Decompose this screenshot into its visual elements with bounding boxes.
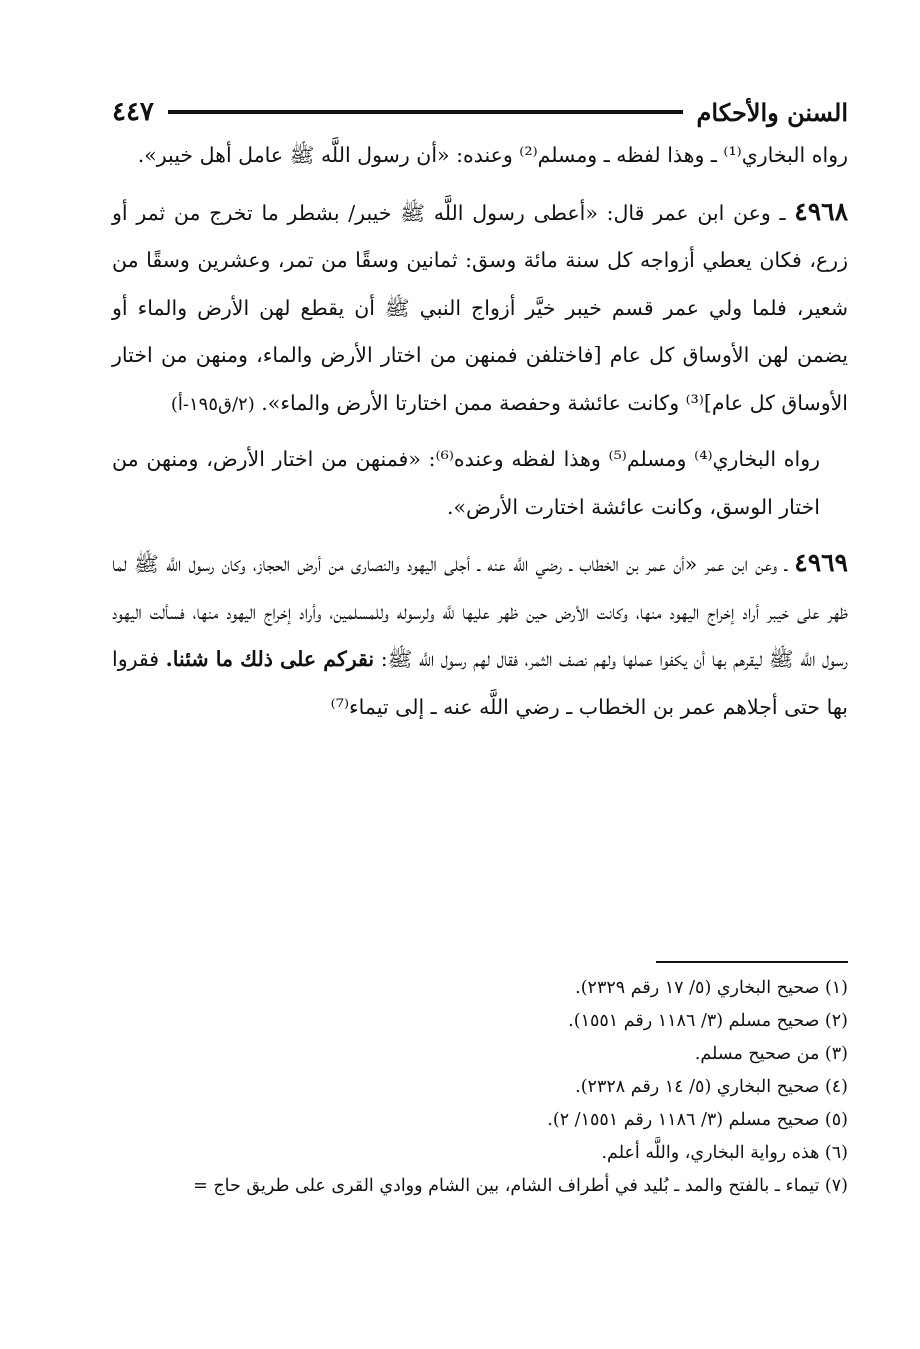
hadith-text: ـ وعن ابن عمر «أن عمر بن الخطاب ـ رضي اللَّه عنه ـ أجلى اليهود والنصارى من أرض الحجاز، وكان رسول اللَّه ﷺ لما ظهر على خيبر أراد إخراج اليهود منها، وكانت الأرض حين ظهر عليها للَّه ولرسوله وللمسلمين، وأراد إخراج اليهود منها، فسألت اليهود رسول اللَّه ﷺ ليقرهم بها أن يكفوا عملها ولهم نصف الثمر، فقال لهم رسول اللَّه ﷺ: [112, 552, 848, 671]
hadith-number: ٤٩٦٩ [794, 548, 848, 577]
hadith-number: ٤٩٦٨ [794, 196, 848, 226]
hadith-text: ـ وعن ابن عمر قال: «أعطى رسول اللَّه ﷺ خيبر/ بشطر ما تخرج من ثمر أو زرع، فكان يعطي أزواجه كل سنة مائة وسق: ثمانين وسقًا من تمر، وعشرين وسقًا من شعير، فلما ولي عمر قسم خيبر خيَّر أزواج النبي ﷺ أن يقطع لهن الأرض والماء أو يضمن لهن الأوساق كل عام [فاختلفن فمنهن من اختار الأرض والماء، ومنهن من اختار الأوساق كل عام]⁽³⁾ وكانت عائشة وحفصة ممن اختارتا الأرض والماء». [112, 200, 848, 415]
manuscript-margin-note: (٢/ق١٩٥-أ) [170, 393, 255, 415]
hadith-bold-text: نقركم على ذلك ما شئنا. [165, 647, 375, 671]
footnote-6: (٦) هذه رواية البخاري، واللَّه أعلم. [601, 1143, 848, 1163]
paragraph-riwaya-2: رواه البخاري⁽⁴⁾ ومسلم⁽⁵⁾ وهذا لفظه وعنده⁽⁶⁾: «فمنهن من اختار الأرض، ومنهن من اختار الوسق، وكانت عائشة اختارت الأرض». [112, 447, 821, 519]
paragraph-riwaya-1: رواه البخاري⁽¹⁾ ـ وهذا لفظه ـ ومسلم⁽²⁾ وعنده: «أن رسول اللَّه ﷺ عامل أهل خيبر». [137, 143, 848, 167]
footnotes [112, 972, 848, 1203]
page-number: ٤٤٧ [112, 97, 154, 127]
book-title: السنن والأحكام [696, 97, 848, 127]
hadith-4968 [112, 188, 848, 429]
footnote-4: (٤) صحيح البخاري (٥/ ١٤ رقم ٢٣٢٨). [575, 1077, 848, 1097]
header-rule [168, 110, 683, 114]
footnote-2: (٢) صحيح مسلم (٣/ ١١٨٦ رقم ١٥٥١). [568, 1011, 848, 1031]
footnote-3: (٣) من صحيح مسلم. [694, 1044, 848, 1064]
page-header [112, 92, 848, 132]
hadith-text-end: فقروا بها حتى أجلاهم عمر بن الخطاب ـ رضي اللَّه عنه ـ إلى تيماء⁽⁷⁾ [112, 647, 848, 719]
footnote-7: (٧) تيماء ـ بالفتح والمد ـ بُليد في أطراف الشام، بين الشام ووادي القرى على طريق حاج = [193, 1176, 848, 1196]
footnote-divider [656, 961, 848, 963]
main-text [112, 132, 848, 731]
footnote-1: (١) صحيح البخاري (٥/ ١٧ رقم ٢٣٢٩). [575, 978, 848, 998]
hadith-4969 [112, 539, 848, 731]
footnote-5: (٥) صحيح مسلم (٣/ ١١٨٦ رقم ١٥٥١/ ٢). [547, 1110, 848, 1130]
